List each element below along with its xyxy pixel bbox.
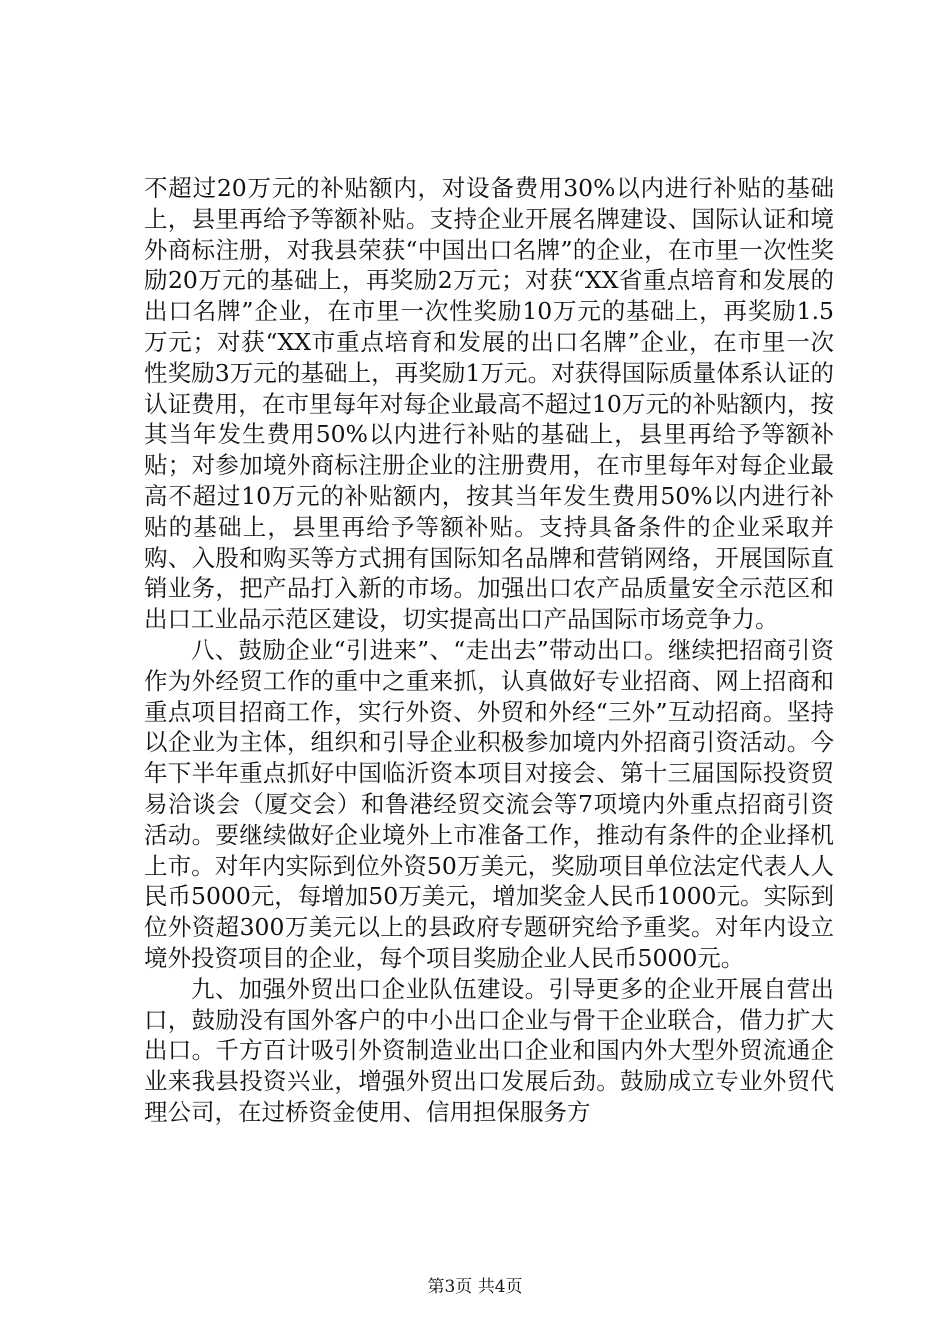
paragraph-2: 八、鼓励企业“引进来”、“走出去”带动出口。继续把招商引资作为外经贸工作的重中之重来抓，认真做好专业招商、网上招商和重点项目招商工作，实行外资、外贸和外经“三外”互动招商。坚持以企业为主体，组织和引导企业积极参加境内外招商引资活动。今年下半年重点抓好中国临沂资本项目对接会、第十三届国际投资贸易洽谈会（厦交会）和鲁港经贸交流会等7项境内外重点招商引资活动。要继续做好企业境外上市准备工作，推动有条件的企业择机上市。对年内实际到位外资50万美元，奖励项目单位法定代表人人民币5000元，每增加50万美元，增加奖金人民币1000元。实际到位外资超300万美元以上的县政府专题研究给予重奖。对年内设立境外投资项目的企业，每个项目奖励企业人民币5000元。 — [144, 635, 835, 972]
paragraph-1: 不超过20万元的补贴额内，对设备费用30%以内进行补贴的基础上，县里再给予等额补贴。支持企业开展名牌建设、国际认证和境外商标注册，对我县荣获“中国出口名牌”的企业，在市里一次性奖励20万元的基础上，再奖励2万元；对获“XX省重点培育和发展的出口名牌”企业，在市里一次性奖励10万元的基础上，再奖励1.5万元；对获“XX市重点培育和发展的出口名牌”企业，在市里一次性奖励3万元的基础上，再奖励1万元。对获得国际质量体系认证的认证费用，在市里每年对每企业最高不超过10万元的补贴额内，按其当年发生费用50%以内进行补贴的基础上，县里再给予等额补贴；对参加境外商标注册企业的注册费用，在市里每年对每企业最高不超过10万元的补贴额内，按其当年发生费用50%以内进行补贴的基础上，县里再给予等额补贴。支持具备条件的企业采取并购、入股和购买等方式拥有国际知名品牌和营销网络，开展国际直销业务，把产品打入新的市场。加强出口农产品质量安全示范区和出口工业品示范区建设，切实提高出口产品国际市场竞争力。 — [144, 174, 834, 634]
page-number-indicator: 第3页 共4页 — [427, 1277, 523, 1297]
page-footer — [0, 1276, 950, 1298]
document-body — [144, 173, 834, 1128]
paragraph-3: 九、加强外贸出口企业队伍建设。引导更多的企业开展自营出口，鼓励没有国外客户的中小出口企业与骨干企业联合，借力扩大出口。千方百计吸引外资制造业出口企业和国内外大型外贸流通企业来我县投资兴业，增强外贸出口发展后劲。鼓励成立专业外贸代理公司，在过桥资金使用、信用担保服务方 — [144, 974, 834, 1126]
